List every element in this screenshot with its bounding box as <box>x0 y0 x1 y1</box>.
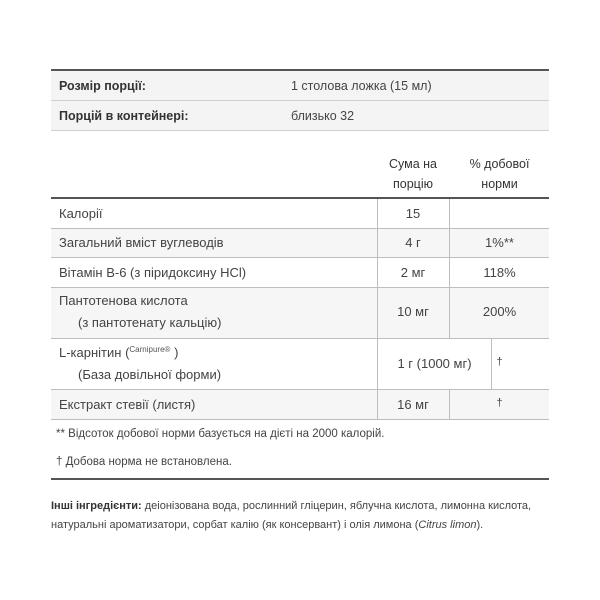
nutrient-dv: 1%** <box>485 235 514 250</box>
nutrient-name-close: ) <box>174 345 179 360</box>
nutrient-dv: † <box>496 356 503 368</box>
table-row <box>51 229 549 258</box>
divider <box>51 130 549 131</box>
not-established-footnote: † Добова норма не встановлена. <box>56 456 232 468</box>
nutrient-source: (База довільної форми) <box>78 367 222 382</box>
amount-header-line1: Сума на <box>388 157 437 171</box>
servings-per-container-value: близько 32 <box>291 109 355 123</box>
nutrient-amount: 4 г <box>405 235 421 250</box>
amount-header-line2: порцію <box>393 177 433 191</box>
other-ingredients-label: Інші інгредієнти: <box>51 500 142 512</box>
other-ingredients-text: деіонізована вода, рослинний гліцерин, яблучна кислота, лимонна кислота, натуральні ароматизатори, сорбат калію (як консервант) і олія лимона ( <box>51 500 532 531</box>
bottom-rule <box>51 478 549 480</box>
table-row <box>51 339 549 390</box>
serving-size-value: 1 столова ложка (15 мл) <box>291 79 432 93</box>
nutrient-amount: 16 мг <box>397 397 429 412</box>
daily-value-footnote: ** Відсоток добової норми базується на дієті на 2000 калорій. <box>56 428 385 440</box>
nutrient-dv: 200% <box>482 304 517 319</box>
serving-size-row <box>51 71 549 100</box>
nutrient-amount: 15 <box>405 206 421 221</box>
daily-value-header <box>450 154 549 194</box>
table-row <box>51 390 549 420</box>
nutrient-amount: 10 мг <box>397 304 429 319</box>
nutrient-name-text: L-карнітин ( <box>59 345 130 360</box>
table-row <box>51 288 549 339</box>
carnipure-trademark: Carnipure® <box>129 345 171 354</box>
dv-header-line2: норми <box>481 177 518 191</box>
other-ingredients <box>51 497 551 535</box>
nutrient-dv: † <box>496 397 503 409</box>
nutrient-amount: 2 мг <box>400 265 426 280</box>
serving-size-label: Розмір порції: <box>59 79 146 93</box>
other-ingredients-end: ). <box>476 519 484 531</box>
nutrient-source: (з пантотенату кальцію) <box>78 315 222 330</box>
dv-header-line1: % добової <box>469 157 530 171</box>
nutrient-name: Калорії <box>59 206 103 221</box>
nutrient-dv: 118% <box>483 265 516 280</box>
nutrient-amount: 1 г (1000 мг) <box>397 356 472 371</box>
table-row <box>51 199 549 229</box>
servings-per-container-label: Порцій в контейнері: <box>59 109 189 123</box>
nutrient-name: Пантотенова кислота <box>59 293 188 308</box>
nutrient-name: Вітамін B-6 (з піридоксину HCl) <box>59 265 247 280</box>
latin-name: Citrus limon <box>418 519 477 531</box>
nutrient-name: Екстракт стевії (листя) <box>59 397 196 412</box>
nutrient-name <box>59 345 178 360</box>
nutrient-name: Загальний вміст вуглеводів <box>59 235 224 250</box>
amount-per-serving-header <box>377 154 449 194</box>
servings-per-container-row <box>51 101 549 130</box>
table-row <box>51 258 549 288</box>
